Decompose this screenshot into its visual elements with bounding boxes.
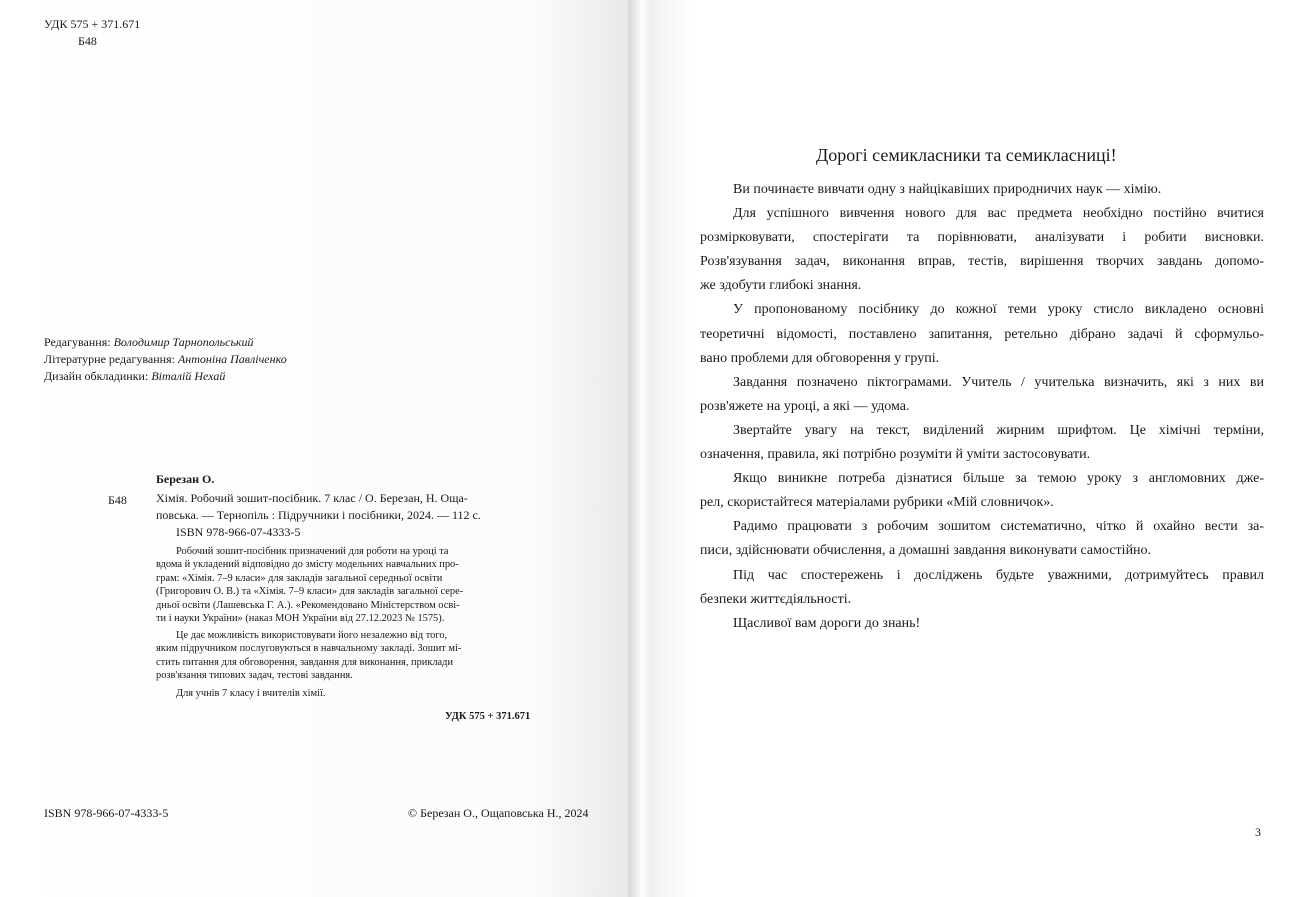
catalog-audience-block <box>156 687 538 700</box>
credit-name: Володимир Тарнопольський <box>113 335 254 349</box>
text-line: Ви починаєте вивчати одну з найцікавіших природничих наук — хімію. <box>733 182 1162 197</box>
credit-name: Антоніна Павліченко <box>177 352 287 366</box>
text-line: Якщо виникне потреба дізнатися більше за темою уроку з англомовних дже- <box>733 471 1264 487</box>
catalog-annotation <box>156 545 538 625</box>
credits-block <box>44 334 287 385</box>
text-line: Радимо працювати з робочим зошитом систематично, чітко й охайно вести за- <box>733 519 1264 535</box>
book-gutter <box>628 0 652 897</box>
catalog-udk: УДК 575 + 371.671 <box>445 711 531 722</box>
udk-header <box>44 16 140 50</box>
credit-label: Літературне редагування: <box>44 352 178 366</box>
bbk-code: Б48 <box>78 34 97 48</box>
text-line: же здобути глибокі знання. <box>700 278 862 294</box>
catalog-title <box>156 490 538 524</box>
text-line: Звертайте увагу на текст, виділений жирним шрифтом. Це хімічні терміни, <box>733 422 1264 438</box>
annotation-line: стить питання для обговорення, завдання для виконання, приклади <box>156 656 454 668</box>
annotation-line: дньої освіти (Лашевська Г. А.). «Рекомендовано Міністерством осві- <box>156 599 460 611</box>
credit-cover-design <box>44 368 287 385</box>
left-page <box>0 0 628 897</box>
catalog-isbn: ISBN 978-966-07-4333-5 <box>176 525 301 539</box>
credit-editor <box>44 334 287 351</box>
annotation-line: Це дає можливість використовувати його незалежно від того, <box>176 630 448 641</box>
annotation-line: грам: «Хімія. 7–9 класи» для закладів загальної середньої освіти <box>156 572 443 584</box>
page-heading: Дорогі семикласники та семикласниці! <box>816 145 1117 165</box>
udk-code: УДК 575 + 371.671 <box>44 17 141 31</box>
text-line: теоретичні відомості, поставлено запитання, ретельно дібрано задачі й сформульо- <box>700 326 1264 342</box>
catalog-code: Б48 <box>108 493 127 507</box>
annotation-line: вдома й укладений відповідно до змісту модельних навчальних про- <box>156 559 459 571</box>
annotation-line: ти і науки України» (наказ МОН України від 27.12.2023 № 1575). <box>156 613 445 625</box>
text-line: означення, правила, які потрібно розуміти й уміти застосовувати. <box>700 447 1091 463</box>
text-line: писи, здійснювати обчислення, а домашні завдання виконувати самостійно. <box>700 543 1152 559</box>
page-number: 3 <box>1255 825 1261 839</box>
isbn-footer: ISBN 978-966-07-4333-5 <box>44 806 169 820</box>
credit-label: Редагування: <box>44 335 114 349</box>
catalog-title-line: Хімія. Робочий зошит-посібник. 7 клас / О. Березан, Н. Ощa- <box>156 491 468 505</box>
catalog-audience: Для учнів 7 класу і вчителів хімії. <box>176 688 326 699</box>
catalog-title-line: повська. — Тернопіль : Підручники і посібники, 2024. — 112 с. <box>156 508 481 522</box>
text-line: рел, скористайтеся матеріалами рубрики «Мій словничок». <box>700 495 1054 511</box>
annotation-line: Робочий зошит-посібник призначений для роботи на уроці та <box>176 546 449 557</box>
credit-label: Дизайн обкладинки: <box>44 369 152 383</box>
text-line: Для успішного вивчення нового для вас предмета необхідно постійно вчитися <box>733 206 1264 222</box>
text-line: розв'яжете на уроці, а які — удома. <box>700 398 910 414</box>
catalog-annotation-2 <box>156 629 538 683</box>
annotation-line: розв'язання типових задач, тестові завдання. <box>156 670 353 682</box>
catalog-author: Березан О. <box>156 472 215 486</box>
text-line: Розв'язування задач, виконання вправ, тестів, вирішення творчих завдань допомо- <box>700 254 1264 270</box>
text-line: У пропонованому посібнику до кожної теми уроку стисло викладено основні <box>733 302 1264 318</box>
text-line: вано проблеми для обговорення у групі. <box>700 350 940 366</box>
copyright-notice: © Березан О., Ощаповська Н., 2024 <box>408 806 589 820</box>
text-line: Завдання позначено піктограмами. Учитель / учителька визначить, які з них ви <box>733 374 1264 390</box>
credit-name: Віталій Нехай <box>151 369 226 383</box>
annotation-line: (Григорович О. В.) та «Хімія. 7–9 класи» для закладів загальної сере- <box>156 586 464 598</box>
credit-literary-editor <box>44 351 287 368</box>
text-line: безпеки життєдіяльності. <box>700 591 852 607</box>
text-line: Щасливої вам дороги до знань! <box>733 615 921 631</box>
text-line: розмірковувати, спостерігати та порівнювати, аналізувати і робити висновки. <box>700 230 1264 246</box>
annotation-line: яким підручником послуговуються в навчальному закладі. Зошит мі- <box>156 643 462 655</box>
text-line: Під час спостережень і досліджень будьте уважними, дотримуйтесь правил <box>733 567 1264 583</box>
intro-text <box>700 178 1264 636</box>
